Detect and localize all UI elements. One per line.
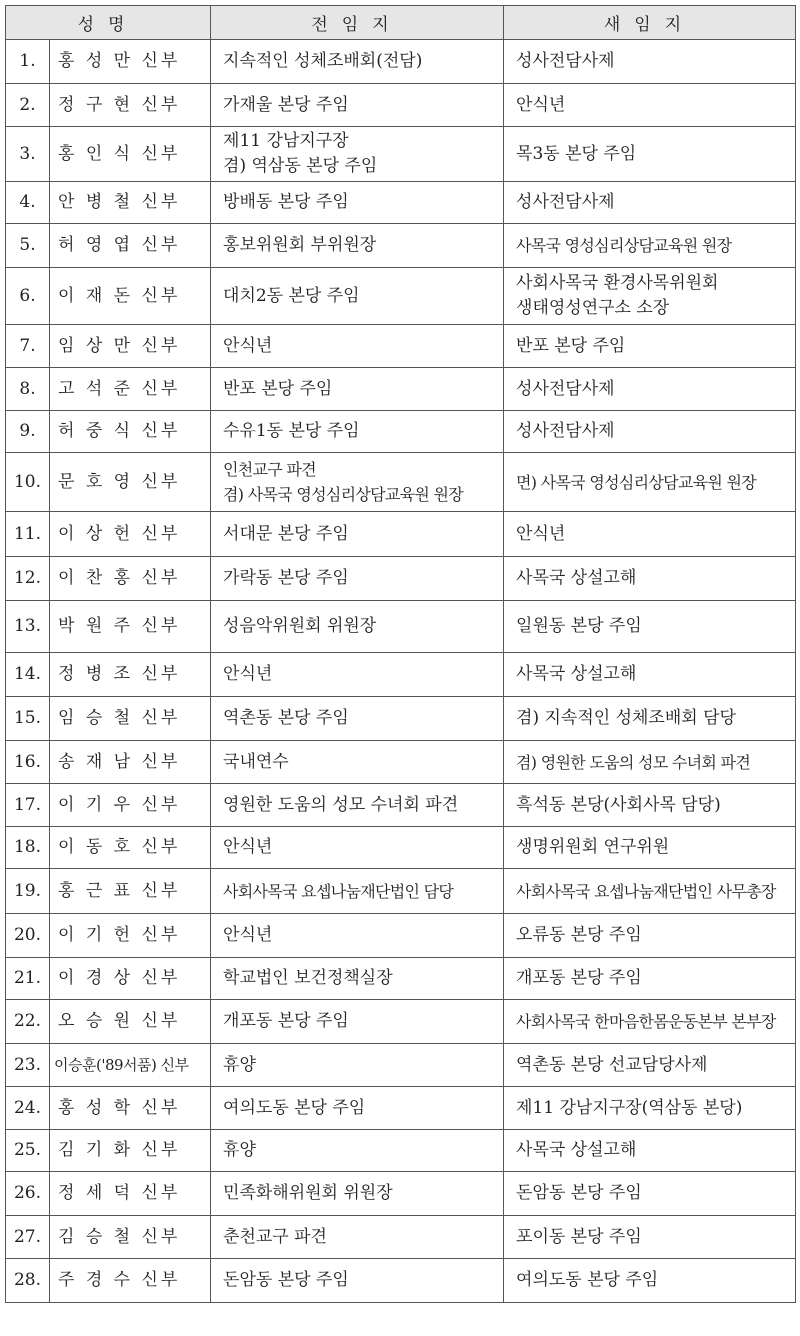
previous-post-line: 휴양 xyxy=(223,1054,256,1075)
new-post-cell xyxy=(504,453,796,512)
priest-name: 홍 근 표 신부 xyxy=(50,869,211,914)
previous-post-cell xyxy=(211,697,504,741)
previous-post-line: 인천교구 파견 xyxy=(223,460,316,479)
table-row xyxy=(6,127,796,182)
new-post-cell xyxy=(504,224,796,268)
new-post-cell xyxy=(504,958,796,1000)
new-post-cell xyxy=(504,1000,796,1044)
header-previous-post: 전임지 xyxy=(211,6,504,40)
assignment-table xyxy=(5,5,796,1303)
new-post-cell xyxy=(504,84,796,127)
new-post-line: 사목국 영성심리상담교육원 원장 xyxy=(516,236,732,255)
previous-post-line: 춘천교구 파견 xyxy=(223,1226,327,1247)
row-number: 17. xyxy=(6,784,50,827)
new-post-cell xyxy=(504,741,796,784)
new-post-cell xyxy=(504,1259,796,1303)
previous-post-cell xyxy=(211,914,504,958)
previous-post-cell xyxy=(211,827,504,869)
new-post-line: 역촌동 본당 선교담당사제 xyxy=(516,1054,708,1075)
new-post-cell xyxy=(504,182,796,224)
priest-name: 이 재 돈 신부 xyxy=(50,268,211,325)
table-row xyxy=(6,784,796,827)
new-post-line: 제11 강남지구장(역삼동 본당) xyxy=(516,1097,743,1118)
previous-post-cell xyxy=(211,512,504,557)
header-new-post: 새임지 xyxy=(504,6,796,40)
new-post-line: 돈암동 본당 주임 xyxy=(516,1183,642,1203)
row-number: 16. xyxy=(6,741,50,784)
previous-post-line: 안식년 xyxy=(223,925,273,945)
priest-name: 주 경 수 신부 xyxy=(50,1259,211,1303)
header-name: 성명 xyxy=(6,6,211,40)
previous-post-line: 여의도동 본당 주임 xyxy=(223,1097,366,1118)
new-post-cell xyxy=(504,827,796,869)
table-row xyxy=(6,182,796,224)
previous-post-cell xyxy=(211,1087,504,1130)
table-row xyxy=(6,224,796,268)
previous-post-cell xyxy=(211,1130,504,1172)
previous-post-cell xyxy=(211,601,504,653)
previous-post-cell xyxy=(211,224,504,268)
previous-post-line: 돈암동 본당 주임 xyxy=(223,1270,349,1290)
table-row xyxy=(6,827,796,869)
previous-post-cell xyxy=(211,869,504,914)
new-post-cell xyxy=(504,557,796,601)
previous-post-cell xyxy=(211,1172,504,1216)
priest-name: 허 중 식 신부 xyxy=(50,411,211,453)
row-number: 12. xyxy=(6,557,50,601)
new-post-line: 겸) 지속적인 성체조배회 담당 xyxy=(516,708,736,728)
new-post-line: 성사전담사제 xyxy=(516,51,615,71)
priest-name: 송 재 남 신부 xyxy=(50,741,211,784)
priest-name: 홍 성 학 신부 xyxy=(50,1087,211,1130)
previous-post-cell xyxy=(211,453,504,512)
table-row xyxy=(6,512,796,557)
row-number: 24. xyxy=(6,1087,50,1130)
row-number: 1. xyxy=(6,40,50,84)
table-body xyxy=(6,40,796,1303)
new-post-line: 사회사목국 요셉나눔재단법인 사무총장 xyxy=(516,881,776,901)
new-post-line: 반포 본당 주임 xyxy=(516,335,626,356)
priest-name: 홍 성 만 신부 xyxy=(50,40,211,84)
previous-post-line: 사회사목국 요셉나눔재단법인 담당 xyxy=(223,881,454,901)
new-post-cell xyxy=(504,1044,796,1087)
previous-post-cell xyxy=(211,127,504,182)
priest-name: 임 상 만 신부 xyxy=(50,325,211,368)
new-post-line: 사회사목국 환경사목위원회 xyxy=(516,273,719,293)
table-row xyxy=(6,368,796,411)
row-number: 4. xyxy=(6,182,50,224)
table-row xyxy=(6,1216,796,1259)
new-post-line: 생명위원회 연구위원 xyxy=(516,837,670,857)
table-row xyxy=(6,325,796,368)
table-row xyxy=(6,1044,796,1087)
new-post-cell xyxy=(504,697,796,741)
previous-post-line: 가락동 본당 주임 xyxy=(223,568,349,588)
priest-name: 안 병 철 신부 xyxy=(50,182,211,224)
new-post-cell xyxy=(504,914,796,958)
table-row xyxy=(6,1000,796,1044)
priest-name: 정 세 덕 신부 xyxy=(50,1172,211,1216)
new-post-line: 개포동 본당 주임 xyxy=(516,968,642,988)
new-post-line: 성사전담사제 xyxy=(516,192,615,212)
new-post-cell xyxy=(504,1216,796,1259)
previous-post-line: 국내연수 xyxy=(223,751,289,772)
row-number: 10. xyxy=(6,453,50,512)
new-post-line: 성사전담사제 xyxy=(516,378,615,399)
previous-post-cell xyxy=(211,411,504,453)
new-post-cell xyxy=(504,1087,796,1130)
priest-name: 이 기 우 신부 xyxy=(50,784,211,827)
new-post-line: 성사전담사제 xyxy=(516,421,615,441)
previous-post-line: 안식년 xyxy=(223,335,273,356)
new-post-line: 안식년 xyxy=(516,94,566,115)
priest-name: 김 승 철 신부 xyxy=(50,1216,211,1259)
row-number: 26. xyxy=(6,1172,50,1216)
new-post-cell xyxy=(504,325,796,368)
row-number: 14. xyxy=(6,653,50,697)
new-post-line: 사회사목국 한마음한몸운동본부 본부장 xyxy=(516,1012,776,1031)
new-post-line: 여의도동 본당 주임 xyxy=(516,1270,659,1290)
row-number: 28. xyxy=(6,1259,50,1303)
table-row xyxy=(6,601,796,653)
table-row xyxy=(6,914,796,958)
table-row xyxy=(6,697,796,741)
priest-name: 이 상 헌 신부 xyxy=(50,512,211,557)
new-post-cell xyxy=(504,784,796,827)
previous-post-cell xyxy=(211,325,504,368)
previous-post-line: 민족화해위원회 위원장 xyxy=(223,1183,393,1203)
row-number: 7. xyxy=(6,325,50,368)
priest-name: 김 기 화 신부 xyxy=(50,1130,211,1172)
new-post-line: 겸) 영원한 도움의 성모 수녀회 파견 xyxy=(516,752,751,772)
priest-name: 이승훈('89서품) 신부 xyxy=(50,1044,211,1087)
previous-post-cell xyxy=(211,84,504,127)
new-post-cell xyxy=(504,40,796,84)
new-post-line: 사목국 상설고해 xyxy=(516,1140,637,1160)
priest-name: 허 영 엽 신부 xyxy=(50,224,211,268)
row-number: 2. xyxy=(6,84,50,127)
table-row xyxy=(6,557,796,601)
previous-post-cell xyxy=(211,1259,504,1303)
priest-name: 이 경 상 신부 xyxy=(50,958,211,1000)
previous-post-line: 가재울 본당 주임 xyxy=(223,94,349,115)
new-post-line: 흑석동 본당(사회사목 담당) xyxy=(516,794,721,815)
new-post-line: 사목국 상설고해 xyxy=(516,664,637,684)
row-number: 19. xyxy=(6,869,50,914)
row-number: 13. xyxy=(6,601,50,653)
previous-post-cell xyxy=(211,182,504,224)
previous-post-line: 휴양 xyxy=(223,1140,256,1160)
new-post-cell xyxy=(504,869,796,914)
priest-name: 정 구 현 신부 xyxy=(50,84,211,127)
table-row xyxy=(6,1087,796,1130)
row-number: 6. xyxy=(6,268,50,325)
row-number: 27. xyxy=(6,1216,50,1259)
previous-post-line: 학교법인 보건정책실장 xyxy=(223,968,393,988)
priest-name: 홍 인 식 신부 xyxy=(50,127,211,182)
new-post-cell xyxy=(504,1130,796,1172)
previous-post-line: 수유1동 본당 주임 xyxy=(223,421,360,441)
row-number: 11. xyxy=(6,512,50,557)
table-row xyxy=(6,741,796,784)
previous-post-line: 영원한 도움의 성모 수녀회 파견 xyxy=(223,794,459,815)
table-row xyxy=(6,653,796,697)
priest-name: 고 석 준 신부 xyxy=(50,368,211,411)
previous-post-line: 반포 본당 주임 xyxy=(223,378,333,399)
row-number: 8. xyxy=(6,368,50,411)
row-number: 5. xyxy=(6,224,50,268)
previous-post-line: 안식년 xyxy=(223,664,273,684)
table-header-row xyxy=(6,6,796,40)
priest-name: 문 호 영 신부 xyxy=(50,453,211,512)
new-post-cell xyxy=(504,127,796,182)
priest-name: 이 동 호 신부 xyxy=(50,827,211,869)
row-number: 22. xyxy=(6,1000,50,1044)
previous-post-cell xyxy=(211,1044,504,1087)
previous-post-line: 성음악위원회 위원장 xyxy=(223,616,377,636)
table-row xyxy=(6,268,796,325)
previous-post-cell xyxy=(211,40,504,84)
priest-name: 정 병 조 신부 xyxy=(50,653,211,697)
previous-post-cell xyxy=(211,268,504,325)
new-post-line: 목3동 본당 주임 xyxy=(516,143,637,164)
previous-post-line: 홍보위원회 부위원장 xyxy=(223,235,377,255)
new-post-cell xyxy=(504,1172,796,1216)
table-row xyxy=(6,453,796,512)
new-post-line: 안식년 xyxy=(516,523,566,544)
previous-post-line: 제11 강남지구장 xyxy=(223,131,349,151)
new-post-cell xyxy=(504,601,796,653)
table-row xyxy=(6,411,796,453)
row-number: 23. xyxy=(6,1044,50,1087)
previous-post-line: 대치2동 본당 주임 xyxy=(223,285,360,306)
priest-name: 오 승 원 신부 xyxy=(50,1000,211,1044)
previous-post-cell xyxy=(211,653,504,697)
assignment-table-container xyxy=(5,5,795,1303)
previous-post-cell xyxy=(211,1000,504,1044)
previous-post-cell xyxy=(211,1216,504,1259)
table-row xyxy=(6,869,796,914)
new-post-cell xyxy=(504,268,796,325)
row-number: 9. xyxy=(6,411,50,453)
previous-post-line: 역촌동 본당 주임 xyxy=(223,708,349,728)
priest-name: 박 원 주 신부 xyxy=(50,601,211,653)
table-row xyxy=(6,40,796,84)
priest-name: 이 찬 홍 신부 xyxy=(50,557,211,601)
new-post-line: 일원동 본당 주임 xyxy=(516,616,642,636)
new-post-cell xyxy=(504,512,796,557)
previous-post-cell xyxy=(211,368,504,411)
new-post-line: 오류동 본당 주임 xyxy=(516,925,642,945)
table-row xyxy=(6,1259,796,1303)
previous-post-line: 지속적인 성체조배회(전담) xyxy=(223,51,423,71)
row-number: 18. xyxy=(6,827,50,869)
new-post-cell xyxy=(504,411,796,453)
row-number: 25. xyxy=(6,1130,50,1172)
row-number: 3. xyxy=(6,127,50,182)
previous-post-cell xyxy=(211,958,504,1000)
row-number: 15. xyxy=(6,697,50,741)
previous-post-line: 겸) 사목국 영성심리상담교육원 원장 xyxy=(223,485,464,504)
new-post-cell xyxy=(504,653,796,697)
previous-post-line: 겸) 역삼동 본당 주임 xyxy=(223,156,378,176)
new-post-line: 포이동 본당 주임 xyxy=(516,1226,642,1247)
previous-post-line: 개포동 본당 주임 xyxy=(223,1011,349,1031)
row-number: 21. xyxy=(6,958,50,1000)
new-post-cell xyxy=(504,368,796,411)
new-post-line: 사목국 상설고해 xyxy=(516,568,637,588)
table-row xyxy=(6,958,796,1000)
table-row xyxy=(6,84,796,127)
row-number: 20. xyxy=(6,914,50,958)
table-row xyxy=(6,1172,796,1216)
previous-post-cell xyxy=(211,784,504,827)
previous-post-line: 안식년 xyxy=(223,837,273,857)
new-post-line: 면) 사목국 영성심리상담교육원 원장 xyxy=(516,472,757,492)
priest-name: 임 승 철 신부 xyxy=(50,697,211,741)
previous-post-line: 방배동 본당 주임 xyxy=(223,192,349,212)
previous-post-cell xyxy=(211,741,504,784)
table-row xyxy=(6,1130,796,1172)
priest-name: 이 기 헌 신부 xyxy=(50,914,211,958)
previous-post-line: 서대문 본당 주임 xyxy=(223,523,349,544)
previous-post-cell xyxy=(211,557,504,601)
new-post-line: 생태영성연구소 소장 xyxy=(516,298,670,318)
